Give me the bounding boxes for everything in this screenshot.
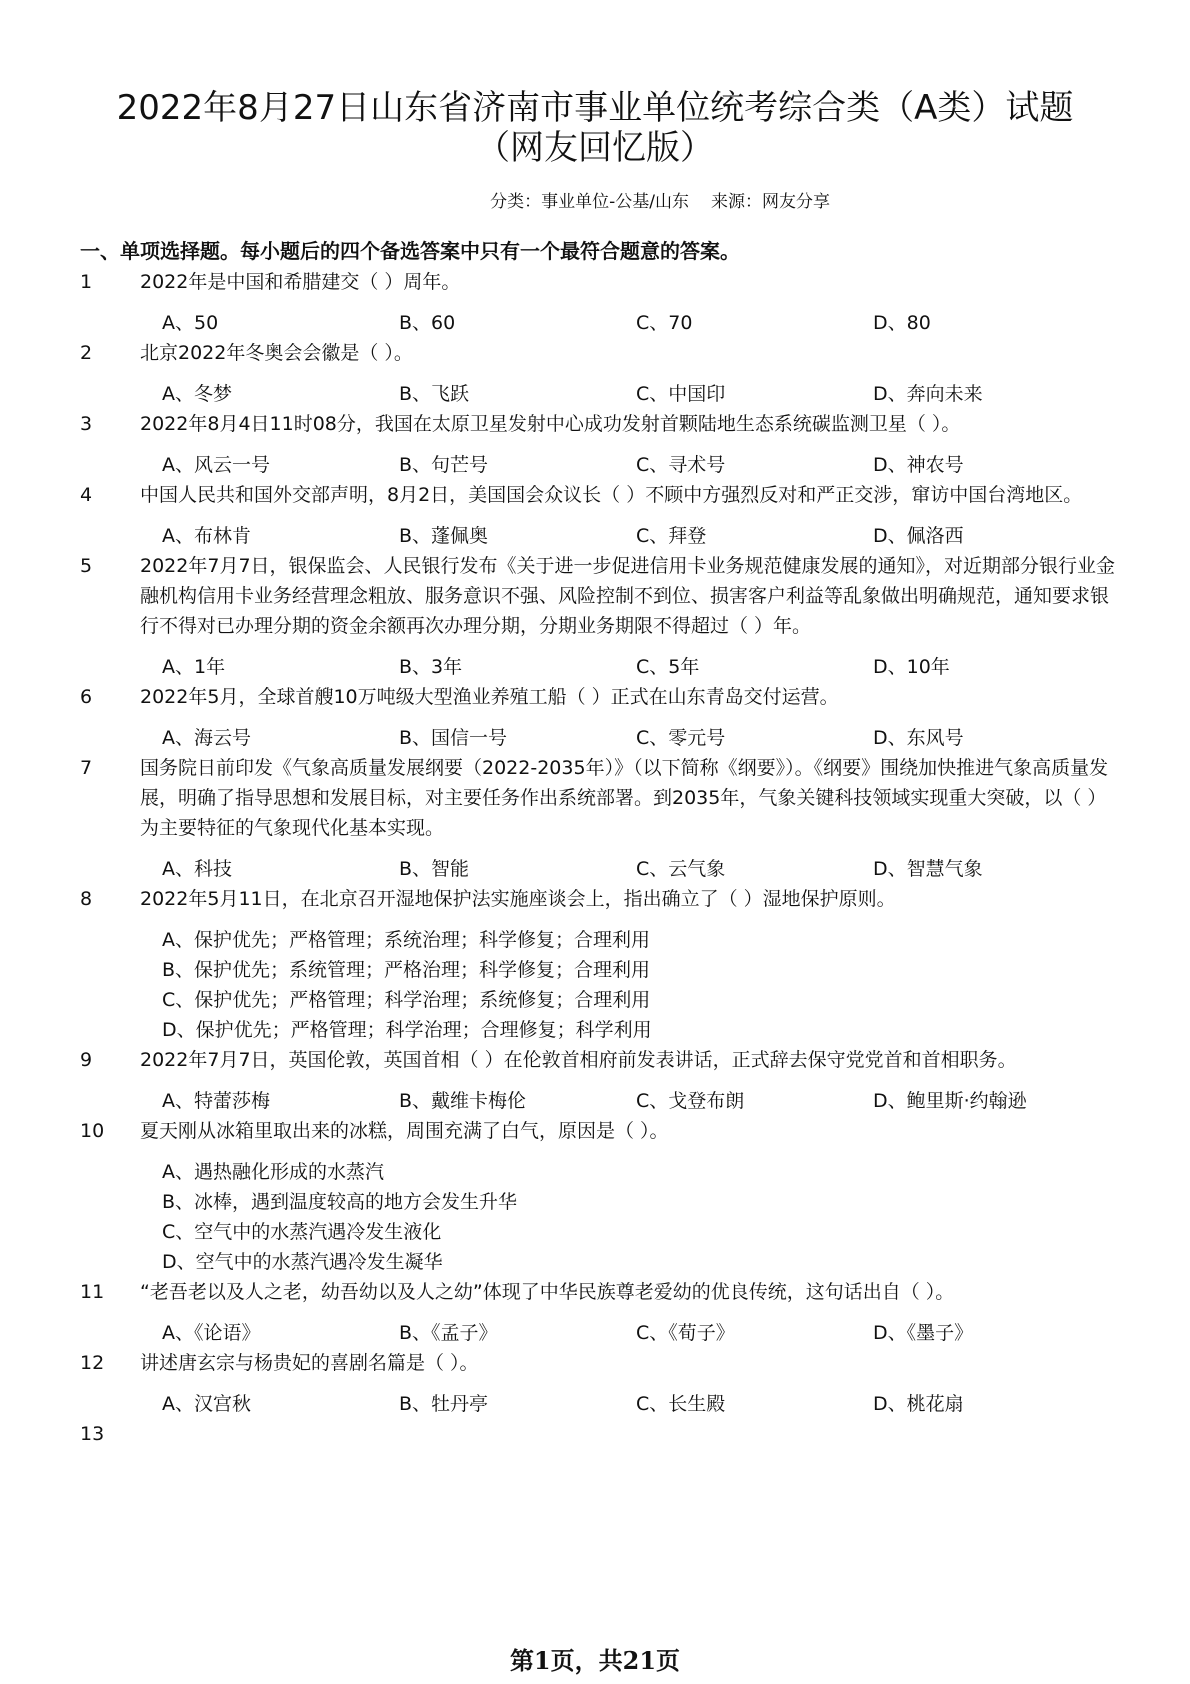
answer-option: C、戈登布朗	[636, 1090, 745, 1112]
answer-option: A、汉宫秋	[162, 1393, 251, 1415]
document-subtitle: （网友回忆版）	[476, 128, 714, 168]
question-row	[80, 1277, 1120, 1307]
question-item	[80, 551, 1120, 682]
answer-option: D、10年	[873, 656, 950, 678]
meta-source: 来源：网友分享	[711, 192, 830, 212]
question-row	[80, 1116, 1120, 1146]
answer-option: D、智慧气象	[873, 858, 983, 880]
document-title: 2022年8月27日山东省济南市事业单位统考综合类（A类）试题	[116, 88, 1074, 128]
question-text: 北京2022年冬奥会会徽是（ ）。	[140, 342, 413, 364]
option-group	[162, 854, 1120, 884]
question-text: 中国人民共和国外交部声明，8月2日，美国国会众议长（ ）不顾中方强烈反对和严正交涉，窜访中国台湾地区。	[140, 484, 1083, 506]
question-number: 7	[80, 757, 93, 779]
option-group	[162, 450, 1120, 480]
question-row	[80, 1045, 1120, 1075]
document-meta	[490, 187, 830, 212]
answer-option: D、《墨子》	[873, 1322, 974, 1344]
question-number: 11	[80, 1281, 105, 1303]
question-item	[80, 1419, 1120, 1449]
meta-category: 分类：事业单位-公基/山东	[490, 192, 689, 212]
question-row	[80, 1348, 1120, 1378]
answer-option: B、牡丹亭	[399, 1393, 489, 1415]
page-footer: 第1页，共21页	[509, 1646, 681, 1675]
option-group	[162, 379, 1120, 409]
answer-option: B、国信一号	[399, 727, 508, 749]
question-text: 讲述唐玄宗与杨贵妃的喜剧名篇是（ ）。	[140, 1352, 479, 1374]
answer-option: B、3年	[399, 656, 463, 678]
option-group	[162, 1157, 1120, 1277]
answer-option: C、寻术号	[636, 454, 726, 476]
answer-option: A、保护优先；严格管理；系统治理；科学修复；合理利用	[162, 929, 650, 951]
question-number: 13	[80, 1423, 105, 1445]
answer-option: B、保护优先；系统管理；严格治理；科学修复；合理利用	[162, 959, 651, 981]
question-row	[80, 480, 1120, 510]
question-number: 12	[80, 1352, 105, 1374]
answer-option: B、智能	[399, 858, 470, 880]
answer-option: C、70	[636, 312, 693, 334]
question-row	[80, 551, 1120, 641]
question-text: 2022年7月7日，英国伦敦，英国首相（ ）在伦敦首相府前发表讲话，正式辞去保守党党首和首相职务。	[140, 1049, 1017, 1071]
answer-option: D、佩洛西	[873, 525, 964, 547]
answer-option: C、中国印	[636, 383, 726, 405]
question-text: “老吾老以及人之老，幼吾幼以及人之幼”体现了中华民族尊老爱幼的优良传统，这句话出自（ ）。	[140, 1281, 955, 1303]
question-number: 6	[80, 686, 93, 708]
answer-option: A、科技	[162, 858, 232, 880]
answer-option: C、5年	[636, 656, 700, 678]
answer-option: A、布林肯	[162, 525, 251, 547]
answer-option: D、80	[873, 312, 931, 334]
question-text: 2022年是中国和希腊建交（ ）周年。	[140, 271, 461, 293]
question-item	[80, 409, 1120, 480]
question-item	[80, 338, 1120, 409]
question-number: 10	[80, 1120, 105, 1142]
answer-option: C、零元号	[636, 727, 726, 749]
option-group	[162, 1086, 1120, 1116]
option-group	[162, 521, 1120, 551]
answer-option: B、冰棒，遇到温度较高的地方会发生升华	[162, 1191, 518, 1213]
question-list	[80, 267, 1120, 1449]
answer-option: B、60	[399, 312, 456, 334]
question-number: 1	[80, 271, 93, 293]
question-item	[80, 267, 1120, 338]
answer-option: D、奔向未来	[873, 383, 983, 405]
question-text: 夏天刚从冰箱里取出来的冰糕，周围充满了白气，原因是（ ）。	[140, 1120, 669, 1142]
question-number: 5	[80, 555, 93, 577]
answer-option: C、拜登	[636, 525, 707, 547]
answer-option: B、飞跃	[399, 383, 470, 405]
answer-option: A、遇热融化形成的水蒸汽	[162, 1161, 384, 1183]
option-group	[162, 925, 1120, 1045]
question-text: 国务院日前印发《气象高质量发展纲要（2022-2035年）》（以下简称《纲要》）。《纲要》围绕加快推进气象高质量发展，明确了指导思想和发展目标，对主要任务作出系统部署。到2035年，气象关键科技领域实现重大突破，以（ ）为主要特征的气象现代化基本实现。	[140, 757, 1109, 839]
question-item	[80, 1045, 1120, 1116]
question-row	[80, 1419, 1120, 1449]
answer-option: D、神农号	[873, 454, 964, 476]
question-number: 8	[80, 888, 93, 910]
answer-option: B、句芒号	[399, 454, 489, 476]
question-row	[80, 409, 1120, 439]
question-row	[80, 753, 1120, 843]
answer-option: D、保护优先；严格管理；科学治理；合理修复；科学利用	[162, 1019, 652, 1041]
question-item	[80, 682, 1120, 753]
question-item	[80, 884, 1120, 1045]
option-group	[162, 308, 1120, 338]
question-text: 2022年5月11日，在北京召开湿地保护法实施座谈会上，指出确立了（ ）湿地保护原则。	[140, 888, 896, 910]
question-item	[80, 480, 1120, 551]
answer-option: A、《论语》	[162, 1322, 261, 1344]
question-row	[80, 267, 1120, 297]
question-number: 3	[80, 413, 93, 435]
answer-option: D、鲍里斯·约翰逊	[873, 1090, 1027, 1112]
option-group	[162, 1389, 1120, 1419]
answer-option: D、东风号	[873, 727, 964, 749]
question-text: 2022年8月4日11时08分，我国在太原卫星发射中心成功发射首颗陆地生态系统碳监测卫星（ ）。	[140, 413, 961, 435]
question-item	[80, 1116, 1120, 1277]
answer-option: C、长生殿	[636, 1393, 726, 1415]
answer-option: C、空气中的水蒸汽遇冷发生液化	[162, 1221, 442, 1243]
answer-option: B、戴维卡梅伦	[399, 1090, 527, 1112]
answer-option: D、空气中的水蒸汽遇冷发生凝华	[162, 1251, 443, 1273]
option-group	[162, 723, 1120, 753]
question-number: 9	[80, 1049, 93, 1071]
question-row	[80, 884, 1120, 914]
answer-option: C、《荀子》	[636, 1322, 735, 1344]
question-item	[80, 1277, 1120, 1348]
question-number: 2	[80, 342, 93, 364]
answer-option: C、云气象	[636, 858, 726, 880]
answer-option: A、冬梦	[162, 383, 232, 405]
question-row	[80, 338, 1120, 368]
question-item	[80, 1348, 1120, 1419]
question-text: 2022年7月7日，银保监会、人民银行发布《关于进一步促进信用卡业务规范健康发展的通知》，对近期部分银行业金融机构信用卡业务经营理念粗放、服务意识不强、风险控制不到位、损害客户利益等乱象做出明确规范，通知要求银行不得对已办理分期的资金余额再次办理分期，分期业务期限不得超过（ ）年。	[140, 555, 1116, 637]
question-row	[80, 682, 1120, 712]
answer-option: A、50	[162, 312, 219, 334]
answer-option: A、风云一号	[162, 454, 270, 476]
option-group	[162, 1318, 1120, 1348]
option-group	[162, 652, 1120, 682]
answer-option: B、蓬佩奥	[399, 525, 489, 547]
section-heading: 一、单项选择题。每小题后的四个备选答案中只有一个最符合题意的答案。	[80, 239, 740, 263]
answer-option: B、《孟子》	[399, 1322, 498, 1344]
answer-option: D、桃花扇	[873, 1393, 964, 1415]
answer-option: A、1年	[162, 656, 226, 678]
answer-option: A、特蕾莎梅	[162, 1090, 270, 1112]
question-item	[80, 753, 1120, 884]
question-text	[140, 1419, 1120, 1449]
question-text: 2022年5月，全球首艘10万吨级大型渔业养殖工船（ ）正式在山东青岛交付运营。	[140, 686, 839, 708]
answer-option: C、保护优先；严格管理；科学治理；系统修复；合理利用	[162, 989, 651, 1011]
answer-option: A、海云号	[162, 727, 251, 749]
question-number: 4	[80, 484, 93, 506]
